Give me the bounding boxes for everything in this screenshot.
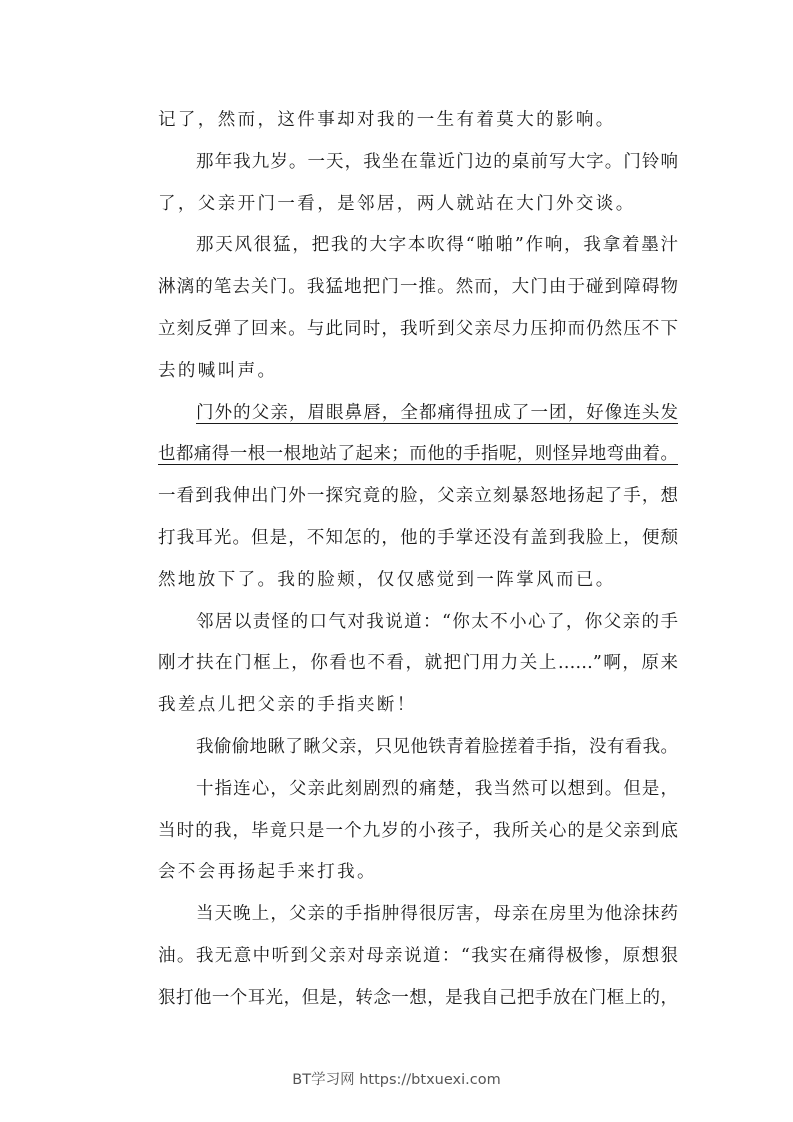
text-line bbox=[158, 685, 678, 727]
text-line bbox=[158, 560, 678, 602]
line-text: 当时的我，毕竟只是一个九岁的小孩子，我所关心的是父亲到底 bbox=[158, 820, 678, 841]
line-text: 打我耳光。但是，不知怎的，他的手掌还没有盖到我脸上，便颓 bbox=[158, 527, 678, 548]
line-text: 刚才扶在门框上，你看也不看，就把门用力关上……”啊，原来 bbox=[158, 653, 678, 674]
line-text: 会不会再扬起手来打我。 bbox=[158, 862, 377, 883]
line-text: 狠打他一个耳光，但是，转念一想，是我自己把手放在门框上的， bbox=[158, 987, 678, 1008]
text-line bbox=[158, 267, 678, 309]
line-text: 十指连心，父亲此刻剧烈的痛楚，我当然可以想到。但是， bbox=[196, 778, 678, 799]
document-body bbox=[158, 100, 678, 1020]
text-line bbox=[158, 142, 678, 184]
text-line bbox=[158, 643, 678, 685]
line-text: 我偷偷地瞅了瞅父亲，只见他铁青着脸搓着手指，没有看我。 bbox=[196, 736, 678, 757]
text-line bbox=[158, 852, 678, 894]
line-text: 一看到我伸出门外一探究竟的脸，父亲立刻暴怒地扬起了手，想 bbox=[158, 486, 678, 507]
text-line bbox=[158, 309, 678, 351]
underlined-text: 门外的父亲，眉眼鼻唇，全都痛得扭成了一团，好像连头发 bbox=[196, 402, 678, 423]
text-line bbox=[158, 518, 678, 560]
text-line bbox=[158, 978, 678, 1020]
line-text: 那年我九岁。一天，我坐在靠近门边的桌前写大字。门铃响 bbox=[196, 151, 678, 172]
text-line bbox=[158, 100, 678, 142]
line-text: 淋漓的笔去关门。我猛地把门一推。然而，大门由于碰到障碍物 bbox=[158, 277, 678, 298]
text-line bbox=[158, 434, 678, 476]
text-line bbox=[158, 184, 678, 226]
text-line bbox=[158, 225, 678, 267]
text-line bbox=[158, 476, 678, 518]
text-line bbox=[158, 727, 678, 769]
underlined-text: 也都痛得一根一根地站了起来；而他的手指呢，则怪异地弯曲着。 bbox=[158, 444, 678, 465]
line-text: 我差点儿把父亲的手指夹断！ bbox=[158, 695, 417, 716]
line-text: 那天风很猛，把我的大字本吹得“啪啪”作响，我拿着墨汁 bbox=[196, 235, 678, 256]
line-text: 了，父亲开门一看，是邻居，两人就站在大门外交谈。 bbox=[158, 193, 636, 214]
line-text: 去的喊叫声。 bbox=[158, 360, 278, 381]
line-text: 立刻反弹了回来。与此同时，我听到父亲尽力压抑而仍然压不下 bbox=[158, 318, 678, 339]
line-text: 然地放下了。我的脸颊，仅仅感觉到一阵掌风而已。 bbox=[158, 569, 616, 590]
text-line bbox=[158, 894, 678, 936]
text-line bbox=[158, 393, 678, 435]
footer-watermark: BT学习网 https://btxuexi.com bbox=[292, 1072, 501, 1088]
line-text: 记了，然而，这件事却对我的一生有着莫大的影响。 bbox=[158, 110, 616, 130]
line-text: 邻居以责怪的口气对我说道：“你太不小心了，你父亲的手 bbox=[196, 611, 678, 632]
text-line bbox=[158, 811, 678, 853]
text-line bbox=[158, 769, 678, 811]
text-line bbox=[158, 936, 678, 978]
text-line bbox=[158, 602, 678, 644]
text-line bbox=[158, 351, 678, 393]
line-text: 油。我无意中听到父亲对母亲说道：“我实在痛得极惨，原想狠 bbox=[158, 945, 678, 966]
line-text: 当天晚上，父亲的手指肿得很厉害，母亲在房里为他涂抹药 bbox=[196, 904, 678, 925]
